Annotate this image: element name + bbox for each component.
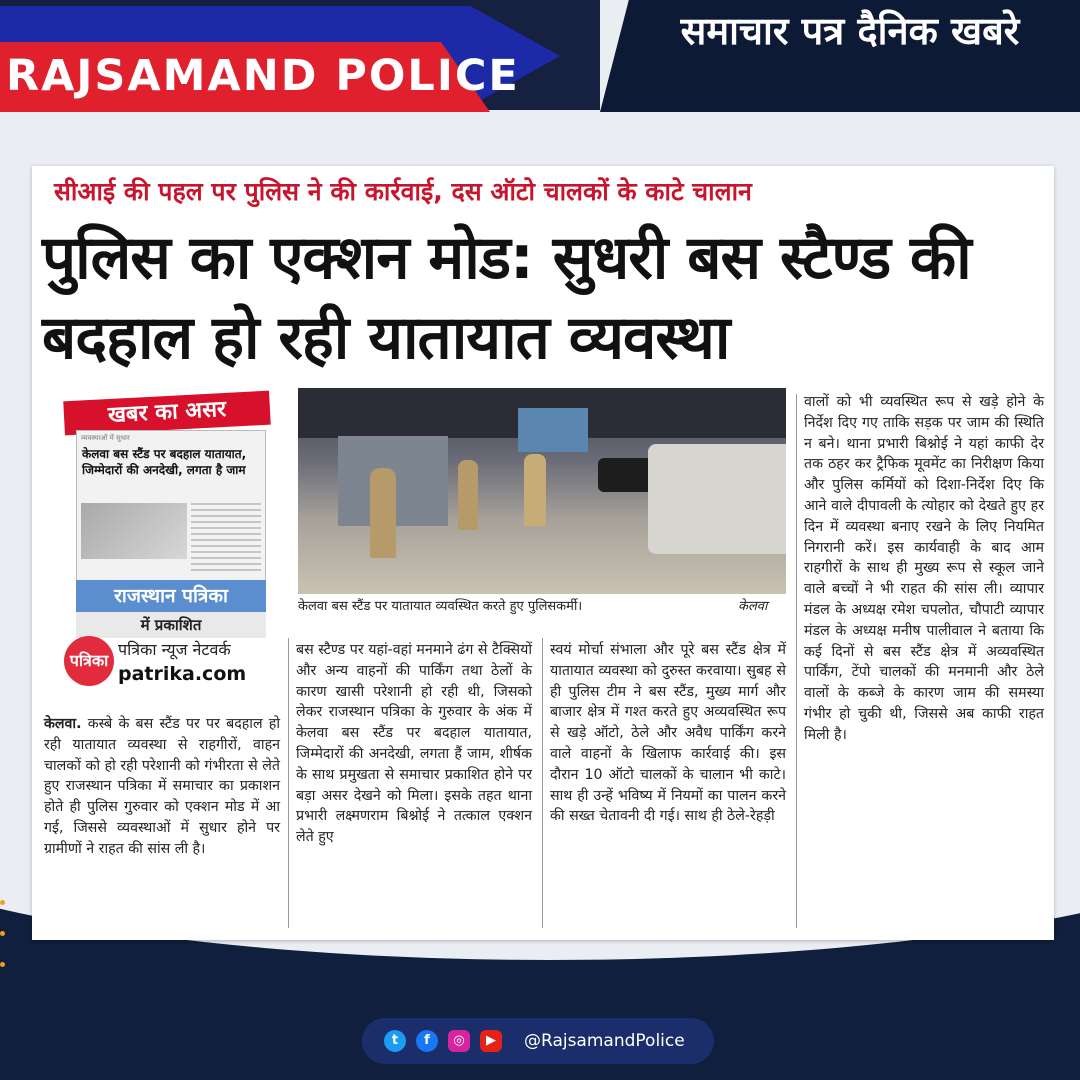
facebook-icon[interactable]: f	[416, 1030, 438, 1052]
article-column-2: बस स्टैण्ड पर यहां-वहां मनमाने ढंग से टैक्सियों और अन्य वाहनों की पार्किंग तथा ठेलों के कारण खासी परेशानी हो रही थी, जिसको लेकर राजस्थान पत्रिका के गुरुवार के अंक में केलवा बस स्टैंड पर बदहाल यातायात, जिम्मेदारों की अनदेखी, लगता हैं जाम, शीर्षक के साथ प्रमुखता से समाचार प्रकाशित होने पर बड़ा असर देखने को मिला। इसके तहत थाना प्रभारी लक्ष्मणराम बिश्नोई ने तत्काल एक्शन लेते हुए	[296, 642, 532, 846]
mini-headline: केलवा बस स्टैंड पर बदहाल यातायात, जिम्मेदारों की अनदेखी, लगता है जाम	[82, 447, 247, 477]
social-handle[interactable]: @RajsamandPolice	[524, 1031, 685, 1051]
youtube-icon[interactable]: ▶	[480, 1030, 502, 1052]
patrika-logo-icon: पत्रिका	[64, 636, 114, 686]
news-network: पत्रिका न्यूज नेटवर्क	[118, 640, 231, 659]
mini-clipping	[76, 430, 266, 582]
column-divider	[542, 638, 543, 928]
photo-place: केलवा	[738, 599, 768, 614]
newspaper-clipping	[32, 166, 1054, 940]
column-divider	[796, 394, 797, 928]
photo-caption: केलवा बस स्टैंड पर यातायात व्यवस्थित करते हुए पुलिसकर्मी।	[298, 599, 583, 614]
instagram-icon[interactable]: ◎	[448, 1030, 470, 1052]
mini-text-lines	[191, 503, 261, 575]
news-headline: पुलिस का एक्शन मोड: सुधरी बस स्टैण्ड की बदहाल हो रही यातायात व्यवस्था	[42, 223, 971, 373]
mini-kicker: व्यवस्थाओं में सुधार	[81, 434, 130, 442]
column-1-text: कस्बे के बस स्टैंड पर पर बदहाल हो रही यातायात व्यवस्था से राहगीरों, वाहन चालकों को हो रही परेशानी को गंभीरता से लेते हुए राजस्थान पत्रिका में समाचार का प्रकाशन होते ही पुलिस गुरुवार को एक्शन मोड में आ गई, जिससे व्यवस्थाओं में सुधार होने पर ग्रामीणों ने राहत की सांस ली है।	[44, 716, 281, 857]
paper-name: राजस्थान पत्रिका	[76, 580, 266, 612]
published-label: में प्रकाशित	[76, 612, 266, 638]
news-website: patrika.com	[118, 663, 247, 685]
decorative-dots	[0, 900, 8, 993]
article-column-4: वालों को भी व्यवस्थित रूप से खड़े होने के निर्देश दिए गए ताकि सड़क पर जाम की स्थिति न बने। थाना प्रभारी बिश्नोई ने यहां काफी देर तक ठहर कर ट्रैफिक मूवमेंट का निरीक्षण किया और पुलिस कर्मियों को दिशा-निर्देश दिए कि आने वाले दीपावली के त्योहार को देखते हुए हर दिन में व्यवस्था बनाए रखने के लिए नियमित निगरानी करें। इस कार्यवाही के बाद आम राहगीरों के साथ ही मुख्य रूप से स्कूल जाने वाले बच्चों ने भी राहत की सांस ली। व्यापार मंडल के अध्यक्ष रमेश चपलोत, चौपाटी व्यापार मंडल के अध्यक्ष मनीष पालीवाल ने बताया कि कई दिनों से बस स्टैंड क्षेत्र में अव्यवस्थित पार्किंग, टेंपो चालकों की मनमानी और ठेले वालों के कब्जे के कारण जाम की समस्या गंभीर हो चुकी थी, जिससे अब काफी राहत मिली है।	[804, 394, 1044, 743]
news-photo	[298, 388, 786, 594]
twitter-icon[interactable]: t	[384, 1030, 406, 1052]
article-column-3: स्वयं मोर्चा संभाला और पूरे बस स्टैंड क्षेत्र में यातायात व्यवस्था को दुरुस्त करवाया। सुबह से ही पुलिस टीम ने बस स्टैंड, मुख्य मार्ग और बाजार क्षेत्र में गश्त करते हुए अव्यवस्थित रूप से खड़े ऑटो, ठेले और अवैध पार्किंग करने वाले वाहनों के खिलाफ कार्रवाई की। इस दौरान 10 ऑटो चालकों के चालान भी काटे। साथ ही उन्हें भविष्य में नियमों का पालन करने की सख्त चेतावनी दी गई। साथ ही ठेले-रेहड़ी	[550, 642, 786, 825]
news-kicker: सीआई की पहल पर पुलिस ने की कार्रवाई, दस ऑटो चालकों के काटे चालान	[54, 177, 752, 206]
column-divider	[288, 638, 289, 928]
brand-title: RAJSAMAND POLICE	[6, 51, 520, 101]
mini-photo	[81, 503, 187, 559]
effect-tag: खबर का असर	[63, 391, 270, 436]
article-column-1	[44, 714, 280, 860]
dateline: केलवा.	[44, 716, 82, 732]
header-right-title: समाचार पत्र दैनिक खबरे	[680, 9, 1020, 53]
effect-box	[56, 390, 278, 642]
